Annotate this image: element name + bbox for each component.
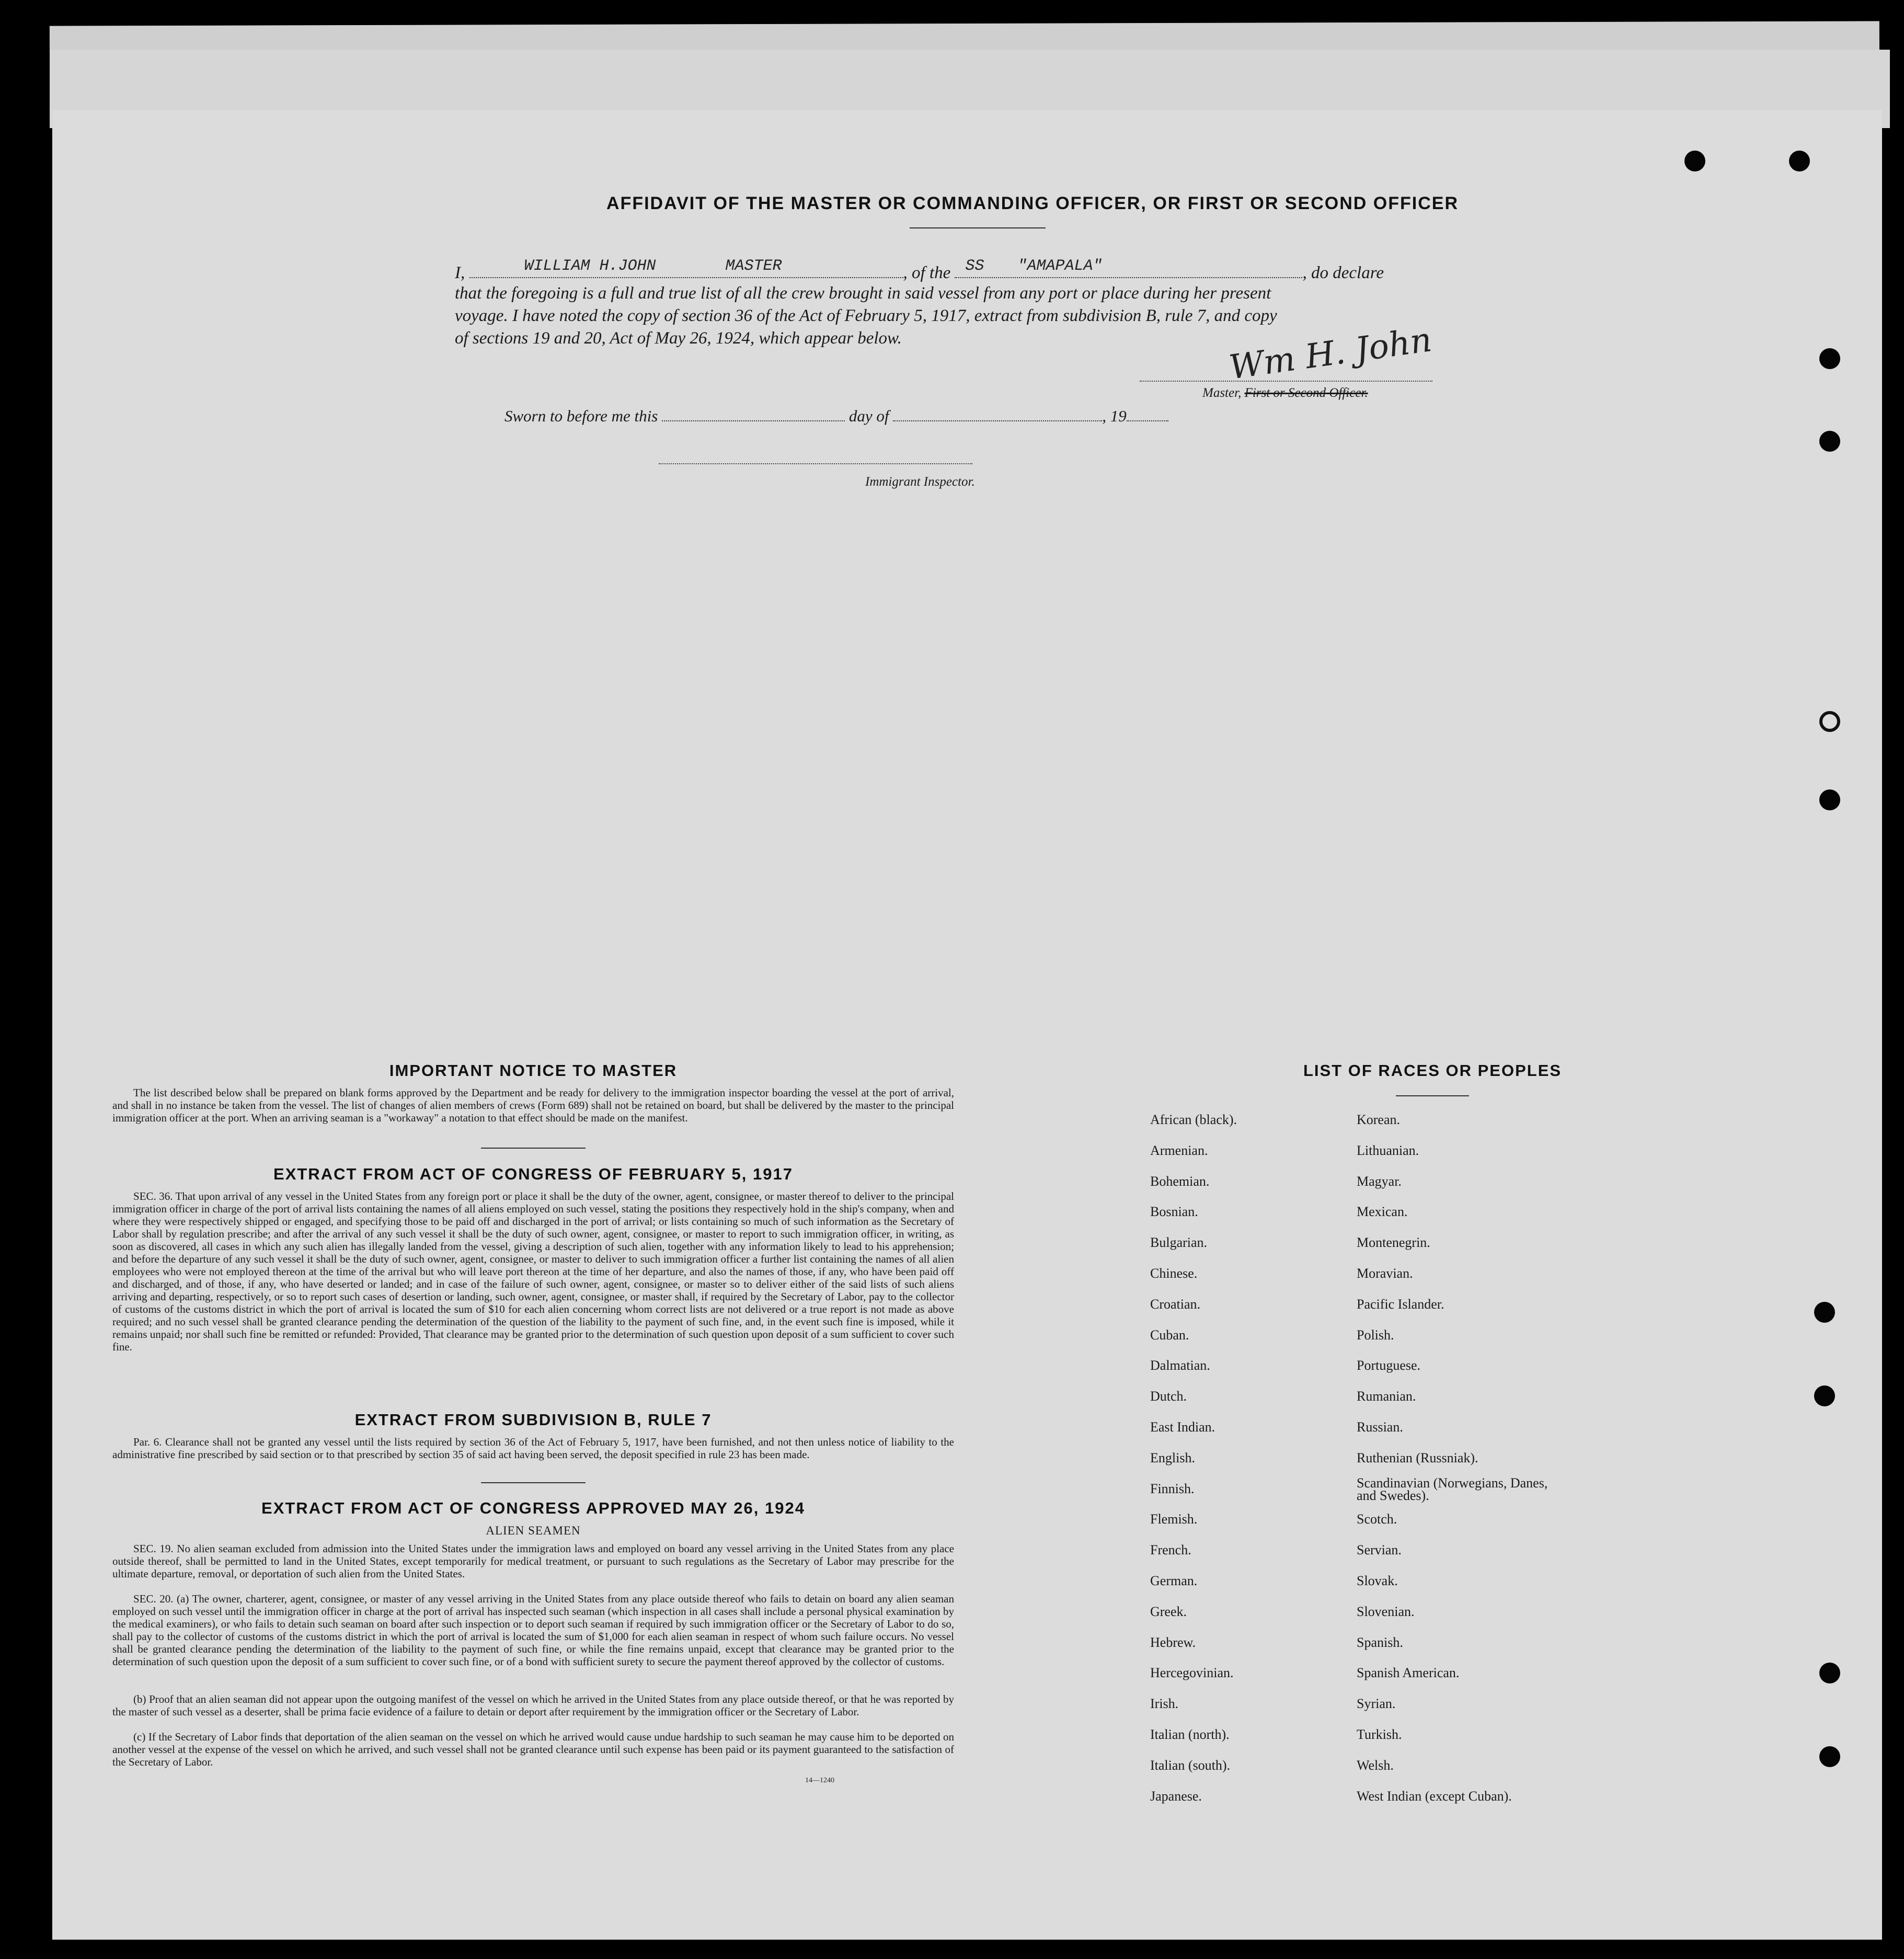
race-item: Lithuanian. — [1357, 1142, 1419, 1158]
punch-hole — [1819, 348, 1840, 369]
sworn-month-field — [893, 407, 1102, 421]
divider — [1396, 1095, 1469, 1096]
extract-1924-sec20a: SEC. 20. (a) The owner, charterer, agent, consignee, or master of any vessel arriving in the United States from any place outside thereof who fails to detain on board any alien seaman employed on such vessel until the immigration officer in charge at the port of arrival has inspected such seaman (which inspection in all cases shall include a personal physical examination by the medical examiners), or who fails to detain such seaman on board after such inspection or to deport such seaman if required by such immigration officer or the Secretary of Labor to do so, shall pay to the collector of customs of the customs district in which the port of arrival is located the sum of $1,000 for each alien seaman in respect of whom such failure occurs. No vessel shall be granted clearance pending the determination of the liability to the payment of such fine, or while the fine remains unpaid, except that clearance may be granted prior to the determination of such question upon the deposit of a sum sufficient to cover such fine, or of a bond with sufficient surety to secure the payment thereof approved by the collector of customs. — [112, 1593, 954, 1668]
race-item: Dutch. — [1150, 1389, 1187, 1404]
race-item: Servian. — [1357, 1542, 1402, 1558]
punch-hole — [1814, 1385, 1835, 1406]
do-declare-text: , do declare — [1302, 264, 1384, 282]
race-item: Slovak. — [1357, 1573, 1398, 1588]
extract-1924-sec19: SEC. 19. No alien seaman excluded from admission into the United States under the immigration laws and employed on board any vessel arriving in the United States from any place outside thereof, shall be permitted to land in the United States, except temporarily for medical treatment, or pursuant to such regulations as the Secretary of Labor may prescribe for the ultimate departure, removal, or deportation of such alien from the United States. — [112, 1542, 954, 1580]
race-item: Cuban. — [1150, 1327, 1189, 1343]
punch-hole — [1819, 1663, 1840, 1683]
race-item: Pacific Islander. — [1357, 1296, 1444, 1312]
race-item: Spanish American. — [1357, 1665, 1460, 1681]
sworn-text: Sworn to before me this — [504, 407, 658, 425]
extract-1924-subtitle: ALIEN SEAMEN — [486, 1524, 581, 1537]
race-item: Magyar. — [1357, 1173, 1402, 1189]
race-item: Rumanian. — [1357, 1389, 1416, 1404]
race-item: Mexican. — [1357, 1204, 1408, 1220]
punch-hole — [1819, 1746, 1840, 1767]
divider — [481, 1482, 586, 1483]
divider — [910, 227, 1046, 228]
race-item: Italian (south). — [1150, 1757, 1231, 1773]
race-item: Flemish. — [1150, 1511, 1198, 1527]
race-item: Scotch. — [1357, 1511, 1397, 1527]
races-title: LIST OF RACES OR PEOPLES — [1303, 1061, 1562, 1080]
race-item: Russian. — [1357, 1419, 1403, 1435]
of-the-text: , of the — [903, 264, 951, 282]
race-item: East Indian. — [1150, 1419, 1215, 1435]
punch-hole — [1814, 1302, 1835, 1323]
divider — [481, 1148, 586, 1149]
race-item: English. — [1150, 1450, 1195, 1465]
master-rank: MASTER — [725, 257, 782, 275]
race-item: Montenegrin. — [1357, 1235, 1430, 1251]
race-item: Dalmatian. — [1150, 1358, 1210, 1373]
punch-hole — [1789, 151, 1810, 171]
extract-rule7-body: Par. 6. Clearance shall not be granted any vessel until the lists required by section 36 of the Act of February 5, 1917, have been furnished, and not then unless notice of liability to the administrative fine prescribed by said section or to that prescribed by section 35 of said act having been served, the deposit specified in rule 23 has been made. — [112, 1436, 954, 1461]
inspector-caption: Immigrant Inspector. — [865, 475, 975, 489]
struck-officer-caption: First or Second Officer. — [1244, 386, 1368, 400]
extract-1924-sec20c: (c) If the Secretary of Labor finds that deportation of the alien seaman on the vessel on which he arrived would cause undue hardship to such seaman he may cause him to be deported on another vessel at the expense of the vessel on which he arrived, and such vessel shall not be granted clearance until such expense has been paid or its payment guaranteed to the satisfaction of the Secretary of Labor. — [112, 1731, 954, 1768]
notice-title: IMPORTANT NOTICE TO MASTER — [389, 1061, 678, 1080]
race-item: Welsh. — [1357, 1757, 1394, 1773]
race-item: Hebrew. — [1150, 1634, 1196, 1650]
vessel-field — [955, 257, 1302, 278]
sworn-day-field — [662, 407, 845, 421]
race-item: West Indian (except Cuban). — [1357, 1788, 1512, 1804]
race-item: French. — [1150, 1542, 1191, 1558]
vessel-name: "AMAPALA" — [1017, 257, 1103, 275]
form-number: 14—1240 — [805, 1777, 834, 1784]
notice-body: The list described below shall be prepared on blank forms approved by the Department and be ready for delivery to the immigration inspector boarding the vessel at the port of arrival, and shall in no instance be taken from the vessel. The list of changes of alien members of crews (Form 689) shall not be retained on board, but shall be delivered by the master to the principal immigration officer at the port. When an arriving seaman is a "workaway" a notation to that effect should be made on the manifest. — [112, 1086, 954, 1124]
signer-caption — [1202, 386, 1368, 400]
i-prefix: I, — [455, 264, 465, 282]
punch-hole — [1819, 789, 1840, 810]
punch-hole — [1819, 711, 1840, 732]
race-item: Bosnian. — [1150, 1204, 1198, 1220]
race-item: Italian (north). — [1150, 1727, 1230, 1742]
extract-1917-body: SEC. 36. That upon arrival of any vessel in the United States from any foreign port or place it shall be the duty of the owner, agent, consignee, or master thereof to deliver to the principal immigration officer in charge of the port of arrival lists containing the names of all aliens employed on such vessel, stating the positions they respectively hold in the ship's company, when and where they were respectively shipped or engaged, and specifying those to be paid off and discharged in the port of arrival; or lists containing so much of such information as the Secretary of Labor shall by regulation prescribe; and after the arrival of any such vessel it shall be the duty of such owner, agent, consignee, or master to report to such immigration officer, in writing, as soon as discovered, all cases in which any such alien has illegally landed from the vessel, giving a description of such alien, together with any information likely to lead to his apprehension; and before the departure of any such vessel it shall be the duty of such owner, agent, consignee, or master to deliver to such immigration officer a further list containing the names of all alien employees who were not employed thereon at the time of the arrival but who will leave port thereon at the time of her departure, and also the names of those, if any, who have been paid off and discharged, and of those, if any, who have deserted or landed; and in case of the failure of such owner, agent, consignee, or master so to deliver either of the said lists of such aliens arriving and departing, respectively, or so to report such cases of desertion or landing, such owner, agent, consignee, or master shall, if required by the Secretary of Labor, pay to the collector of customs of the customs district in which the port of arrival is located the sum of $10 for each alien concerning whom correct lists are not delivered or a true report is not made as above required; and no such vessel shall be granted clearance pending the determination of the question of the liability to the payment of such fine, and, in the event such fine is imposed, while it remains unpaid; nor shall such fine be remitted or refunded: Provided, That clearance may be granted prior to the determination of such question upon deposit of a sum sufficient to cover such fine. — [112, 1190, 954, 1353]
race-item: Moravian. — [1357, 1266, 1413, 1281]
punch-hole — [1819, 431, 1840, 452]
race-item: Greek. — [1150, 1603, 1187, 1619]
extract-1924-sec20b: (b) Proof that an alien seaman did not appear upon the outgoing manifest of the vessel on which he arrived in the United States from any place outside thereof, or that he was reported by the master of such vessel as a deserter, shall be prima facie evidence of a failure to detain or deport after requirement by the immigration officer or the Secretary of Labor. — [112, 1693, 954, 1718]
race-item: Spanish. — [1357, 1634, 1403, 1650]
declaration-line-2: that the foregoing is a full and true list of all the crew brought in said vessel from any port or place during her present — [455, 284, 1271, 303]
race-item: Bohemian. — [1150, 1173, 1210, 1189]
race-item: Ruthenian (Russniak). — [1357, 1450, 1478, 1465]
extract-rule7-title: EXTRACT FROM SUBDIVISION B, RULE 7 — [354, 1411, 712, 1429]
extract-1924-title: EXTRACT FROM ACT OF CONGRESS APPROVED MAY 26, 1924 — [261, 1499, 805, 1517]
race-item: Portuguese. — [1357, 1358, 1421, 1373]
race-item: Korean. — [1357, 1112, 1401, 1127]
declaration-line-4: of sections 19 and 20, Act of May 26, 1924, which appear below. — [455, 329, 902, 348]
year-prefix: , 19 — [1102, 407, 1127, 425]
race-item: Croatian. — [1150, 1296, 1201, 1312]
race-item: Armenian. — [1150, 1142, 1208, 1158]
race-item: German. — [1150, 1573, 1198, 1588]
document-page — [52, 110, 1882, 1940]
master-name: WILLIAM H.JOHN — [524, 257, 656, 275]
extract-1917-title: EXTRACT FROM ACT OF CONGRESS OF FEBRUARY 5, 1917 — [273, 1165, 793, 1183]
race-item: Polish. — [1357, 1327, 1394, 1343]
race-item: Scandinavian (Norwegians, Danes, and Swedes). — [1357, 1475, 1548, 1503]
affidavit-title: AFFIDAVIT OF THE MASTER OR COMMANDING OFFICER, OR FIRST OR SECOND OFFICER — [606, 193, 1459, 213]
race-item: Finnish. — [1150, 1481, 1195, 1496]
race-item: African (black). — [1150, 1112, 1237, 1127]
inspector-signature-line — [659, 463, 972, 464]
declaration-line-1 — [455, 257, 1527, 283]
name-field — [469, 257, 903, 278]
sworn-line — [504, 407, 1168, 426]
punch-hole — [1684, 151, 1705, 171]
race-item: Turkish. — [1357, 1727, 1402, 1742]
master-signature: Wm H. John — [1226, 320, 1435, 387]
vessel-prefix: SS — [965, 257, 984, 275]
race-item: Hercegovinian. — [1150, 1665, 1234, 1681]
race-item: Slovenian. — [1357, 1603, 1415, 1619]
race-item: Bulgarian. — [1150, 1235, 1208, 1251]
master-caption: Master, — [1202, 386, 1242, 400]
day-of-text: day of — [848, 407, 889, 425]
declaration-line-3: voyage. I have noted the copy of section 36 of the Act of February 5, 1917, extract from subdivision B, rule 7, and copy — [455, 306, 1277, 325]
sworn-year-field — [1127, 407, 1168, 421]
race-item: Syrian. — [1357, 1696, 1396, 1712]
race-item: Chinese. — [1150, 1266, 1198, 1281]
race-item: Japanese. — [1150, 1788, 1202, 1804]
signature-line — [1140, 381, 1432, 382]
race-item: Irish. — [1150, 1696, 1179, 1712]
